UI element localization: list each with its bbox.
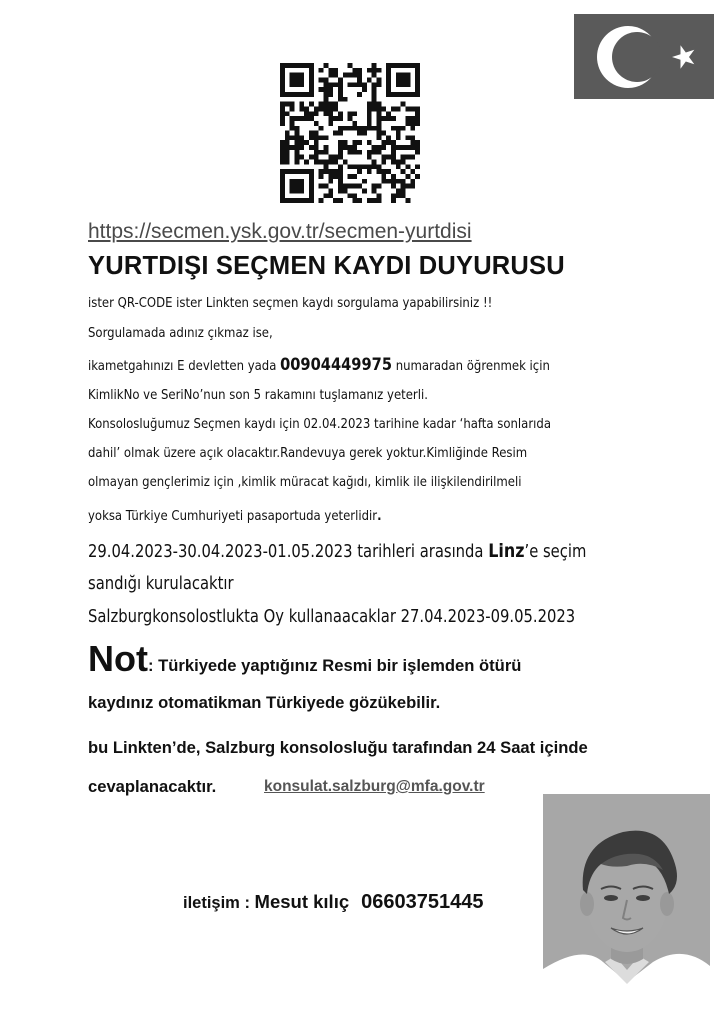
text-line-8-text: yoksa Türkiye Cumhuriyeti pasaportuda yeterlidir: [88, 508, 378, 524]
text-line-3-end: numaradan öğrenmek için: [391, 358, 550, 374]
contact-name: Mesut kılıç: [254, 891, 350, 912]
page-title: YURTDIŞI SEÇMEN KAYDI DUYURUSU: [88, 252, 565, 280]
survey-url-link[interactable]: https://secmen.ysk.gov.tr/secmen-yurtdisi: [88, 220, 472, 243]
linz-dates-end: ’e seçim: [524, 542, 587, 562]
note-line-1: [88, 638, 521, 680]
linz-line-2: sandığı kurulacaktır: [88, 574, 234, 594]
text-line-3: [88, 355, 550, 375]
text-line-7: olmayan gençlerimiz için ,kimlik müracat kağıdı, kimlik ile ilişkilendirilmeli: [88, 474, 522, 490]
salzburg-line-2: cevaplanacaktır.: [88, 777, 217, 796]
text-line-5: Konsolosluğumuz Seçmen kaydı için 02.04.2023 tarihine kadar ‘hafta sonlarıda: [88, 416, 551, 432]
turkish-flag: [574, 14, 714, 99]
linz-dates-line: [88, 540, 586, 562]
contact-line: [183, 891, 483, 914]
text-line-1: ister QR-CODE ister Linkten seçmen kaydı sorgulama yapabilirsiniz !!: [88, 295, 493, 311]
note-text-2: kaydınız otomatikman Türkiyede gözükebilir.: [88, 693, 441, 712]
hotline-number: 00904449975: [280, 355, 392, 375]
note-label: Not: [88, 638, 148, 679]
text-line-8: [88, 508, 382, 524]
text-line-4: KimlikNo ve SeriNo’nun son 5 rakamını tuşlamanız yeterli.: [88, 387, 428, 403]
portrait-photo: [543, 794, 710, 1010]
text-line-8-period: .: [377, 508, 382, 524]
note-text-1: : Türkiyede yaptığınız Resmi bir işlemden ötürü: [147, 656, 522, 675]
qr-code-icon[interactable]: [280, 63, 420, 203]
salzburg-dates-line: Salzburgkonsolostlukta Oy kullanaacaklar 27.04.2023-09.05.2023: [88, 607, 576, 627]
linz-dates: 29.04.2023-30.04.2023-01.05.2023 tarihleri arasında: [88, 542, 489, 562]
contact-label: iletişim :: [183, 894, 255, 912]
text-line-3-start: ikametgahınızı E devletten yada: [88, 358, 281, 374]
contact-phone: 06603751445: [361, 891, 484, 913]
crescent-star-icon: [574, 14, 714, 99]
consulate-email-link[interactable]: konsulat.salzburg@mfa.gov.tr: [264, 778, 485, 795]
text-line-6: dahil’ olmak üzere açık olacaktır.Randevuya gerek yoktur.Kimliğinde Resim: [88, 445, 528, 461]
text-line-2: Sorgulamada adınız çıkmaz ise,: [88, 325, 273, 341]
linz-city: Linz: [488, 540, 525, 562]
salzburg-line-1: bu Linkten’de, Salzburg konsolosluğu tarafından 24 Saat içinde: [88, 738, 588, 757]
